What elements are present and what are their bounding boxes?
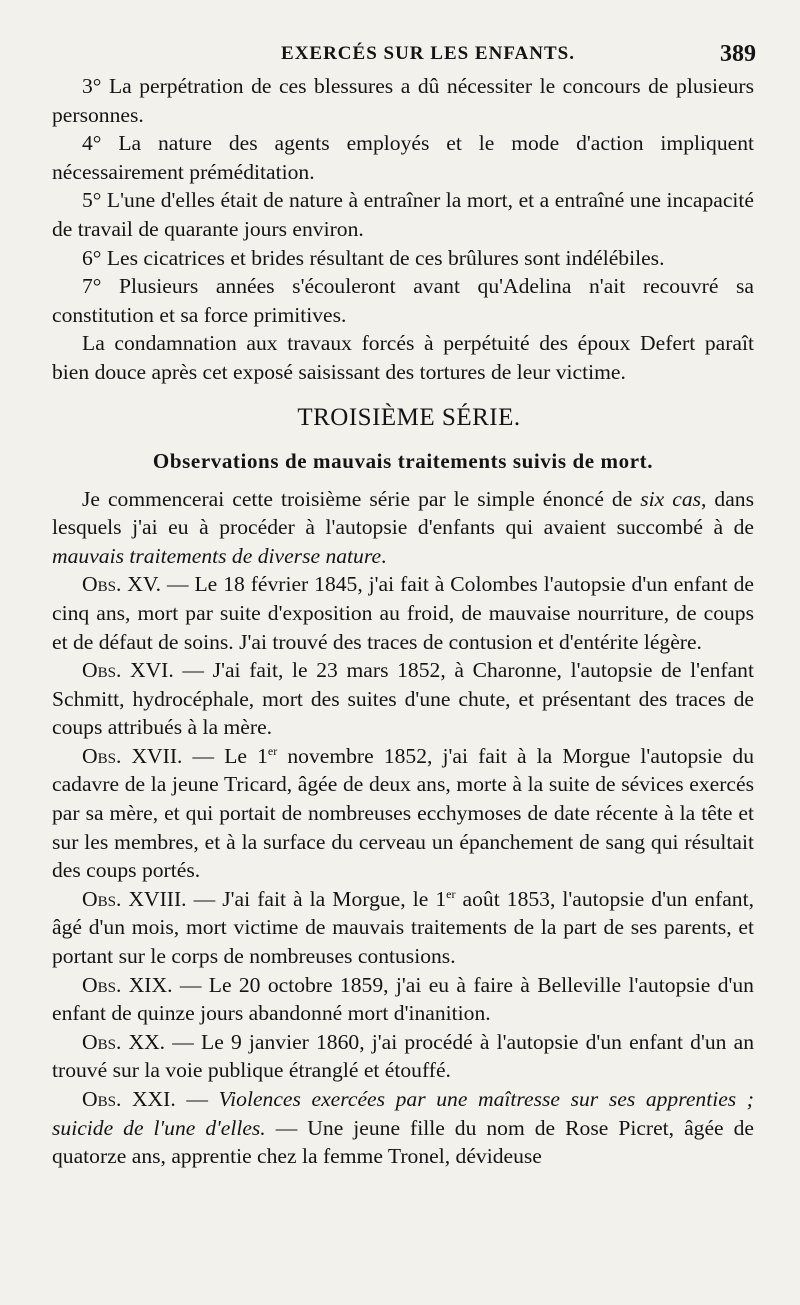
intro-text-1: Je commencerai cette troisième série par le simple énoncé de xyxy=(82,486,641,511)
page-number: 389 xyxy=(720,41,756,67)
observation-paragraph xyxy=(52,1085,754,1171)
paragraph: 7° Plusieurs années s'écouleront avant qu'Adelina n'ait recouvré sa constitution et sa force primitives. xyxy=(52,274,754,327)
paragraph: 5° L'une d'elles était de nature à entraîner la mort, et a entraîné une incapacité de travail de quarante jours environ. xyxy=(52,188,754,241)
observation-text: — Le 9 janvier 1860, j'ai procédé à l'autopsie d'un enfant d'un an trouvé sur la voie publique étranglé et étouffé. xyxy=(52,1029,754,1083)
intro-paragraph xyxy=(52,485,754,571)
paragraph: 3° La perpétration de ces blessures a dû nécessiter le concours de plusieurs personnes. xyxy=(52,74,754,127)
observation-label: Obs. XVIII. xyxy=(82,886,187,911)
observation-paragraph xyxy=(52,570,754,656)
observation-dash: — xyxy=(175,1087,219,1111)
observation-text: — J'ai fait, le 23 mars 1852, à Charonne, l'autopsie de l'enfant Schmitt, hydrocéphale, mort des suites d'une chute, et présentant des traces de coups attribués à la mère. xyxy=(52,658,754,740)
observation-paragraph xyxy=(52,656,754,742)
observation-label: Obs. XX. xyxy=(82,1029,166,1054)
observation-paragraph xyxy=(52,885,754,971)
observation-text-pre: — Le 1 xyxy=(182,743,268,768)
section-subtitle: Observations de mauvais traitements suivis de mort. xyxy=(152,448,654,473)
observation-label: Obs. XVII. xyxy=(82,743,183,768)
paragraph: 6° Les cicatrices et brides résultant de ces brûlures sont indélébiles. xyxy=(82,245,665,270)
body-text xyxy=(52,72,754,1171)
observation-paragraph xyxy=(52,1028,754,1085)
superscript: er xyxy=(446,886,456,901)
paragraph: La condamnation aux travaux forcés à perpétuité des époux Defert paraît bien douce après cet exposé saisissant des tortures de leur victime. xyxy=(52,331,754,384)
observation-label: Obs. XXI. xyxy=(82,1087,176,1111)
superscript: er xyxy=(267,743,278,758)
intro-italic-2: mauvais traitements de diverse nature xyxy=(52,543,382,568)
section-title: TROISIÈME SÉRIE. xyxy=(297,403,521,431)
observation-paragraph xyxy=(52,971,754,1028)
running-title: EXERCÉS SUR LES ENFANTS. xyxy=(281,43,575,64)
observation-label: Obs. XVI. xyxy=(82,658,174,683)
observation-text: — Le 20 octobre 1859, j'ai eu à faire à Belleville l'autopsie d'un enfant de quinze jours abandonné mort d'inanition. xyxy=(52,972,754,1026)
observation-paragraph xyxy=(52,742,754,885)
observation-label: Obs. XIX. xyxy=(82,972,173,997)
intro-text-3: . xyxy=(381,543,387,568)
running-head xyxy=(52,36,754,72)
observation-text-pre: — J'ai fait à la Morgue, le 1 xyxy=(186,886,447,911)
paragraph: 4° La nature des agents employés et le mode d'action impliquent nécessairement préméditation. xyxy=(52,131,754,184)
observation-label: Obs. XV. xyxy=(82,572,162,597)
observation-text: — Le 18 février 1845, j'ai fait à Colombes l'autopsie d'un enfant de cinq ans, mort par suite d'exposition au froid, de mauvaise nourriture, de coups et de défaut de soins. J'ai trouvé des traces de contusion et d'entérite légère. xyxy=(52,572,754,654)
observation-italic-title: Violences exercées par une maîtresse sur ses apprenties ; suicide de l'une d'elles. xyxy=(52,1087,754,1140)
observation-text: août 1853, l'autopsie d'un enfant, âgé d'un mois, mort victime de mauvais traitements de la part de ses parents, et portant sur le corps de nombreuses contusions. xyxy=(52,886,754,969)
observation-text: novembre 1852, j'ai fait à la Morgue l'autopsie du cadavre de la jeune Tricard, âgée de deux ans, morte à la suite de sévices exercés par sa mère, et qui portait de nombreuses ecchymoses de date récente à la tête et sur les membres, et à la surface du cerveau un épanchement de sang qui résultait des coups portés. xyxy=(52,743,754,883)
intro-text-2: , dans lesquels j'ai eu à procéder à l'autopsie d'enfants qui avaient succombé à de xyxy=(52,486,754,540)
observation-text: — Une jeune fille du nom de Rose Picret, âgée de quatorze ans, apprentie chez la femme Tronel, dévideuse xyxy=(52,1115,754,1169)
intro-italic-1: six cas xyxy=(640,486,702,511)
